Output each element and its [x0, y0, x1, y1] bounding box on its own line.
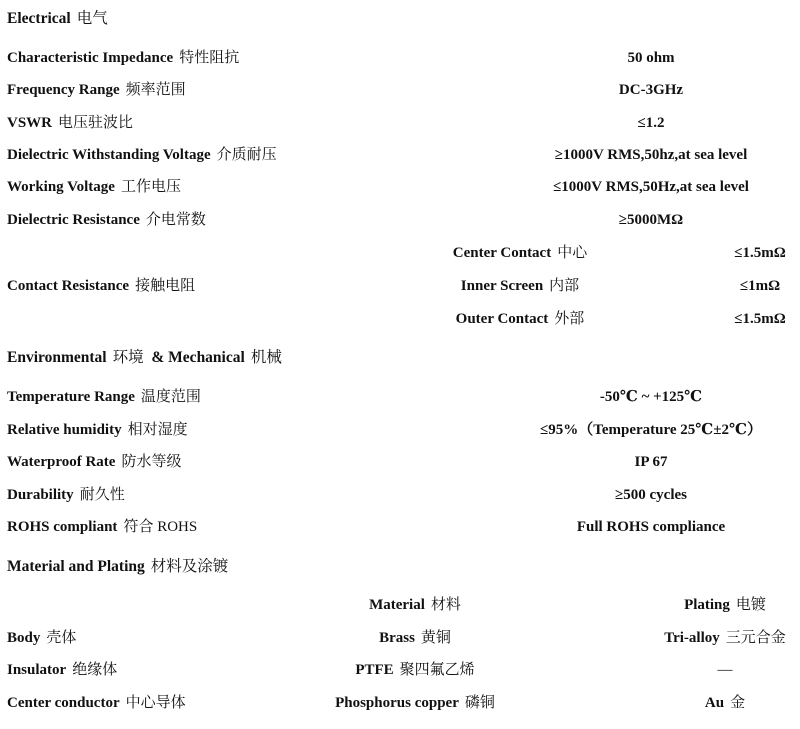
- contact-resistance-label-cn: 接触电阻: [135, 278, 196, 294]
- environmental-heading-cn: 环境: [112, 349, 144, 366]
- part-label-cn: 中心导体: [125, 695, 186, 711]
- contact-sub-label: Inner Screen: [460, 278, 544, 294]
- spec-value: ≤1000V RMS,50Hz,at sea level: [553, 179, 749, 195]
- material-value-cn: 磷铜: [464, 695, 495, 711]
- spec-label: VSWR: [7, 115, 53, 131]
- spec-label: Frequency Range: [7, 82, 120, 98]
- material-row-center-conductor: [0, 692, 800, 714]
- material-value-cn: 聚四氟乙烯: [399, 662, 475, 678]
- environmental-heading: [0, 347, 800, 369]
- material-row-insulator: [0, 659, 800, 681]
- electrical-heading-cn: 电气: [76, 10, 108, 27]
- contact-sub-label-cn: 中心: [557, 245, 588, 261]
- spec-label-cn: 特性阻抗: [179, 50, 240, 66]
- spec-label-cn: 介电常数: [145, 212, 206, 228]
- plating-value: —: [717, 662, 733, 678]
- spec-row-working-voltage: [0, 176, 800, 198]
- spec-label: Waterproof Rate: [7, 454, 116, 470]
- material-heading-en: Material and Plating: [7, 558, 145, 575]
- spec-row-waterproof: [0, 451, 800, 473]
- spec-value: DC-3GHz: [618, 82, 684, 98]
- spec-label: Dielectric Resistance: [7, 212, 140, 228]
- material-heading: [0, 556, 800, 578]
- spec-row-rohs: [0, 516, 800, 538]
- spec-value: ≤95%（Temperature 25℃±2℃）: [540, 422, 762, 438]
- contact-sub-value: ≤1.5mΩ: [734, 245, 786, 261]
- contact-row-center: [0, 242, 800, 264]
- spec-value: ≥500 cycles: [615, 487, 687, 503]
- material-value: PTFE: [355, 662, 394, 678]
- material-value: Brass: [379, 630, 415, 646]
- part-label: Insulator: [7, 662, 67, 678]
- spec-row-frequency: [0, 79, 800, 101]
- material-heading-cn: 材料及涂镀: [150, 558, 229, 575]
- environmental-heading-en: Environmental: [7, 349, 107, 366]
- spec-row-durability: [0, 484, 800, 506]
- spec-label: Dielectric Withstanding Voltage: [7, 147, 211, 163]
- contact-sub-label: Center Contact: [452, 245, 552, 261]
- spec-label-cn: 温度范围: [140, 389, 201, 405]
- spec-row-humidity: [0, 419, 800, 441]
- spec-label-cn: 工作电压: [120, 179, 181, 195]
- spec-label-cn: 耐久性: [79, 487, 125, 503]
- contact-sub-label-cn: 内部: [549, 278, 580, 294]
- spec-label-cn: 符合 ROHS: [123, 519, 198, 535]
- spec-label-cn: 相对湿度: [127, 422, 188, 438]
- spec-row-vswr: [0, 112, 800, 134]
- material-value: Phosphorus copper: [335, 695, 459, 711]
- material-column-header-cn: 材料: [430, 597, 461, 613]
- spec-label: ROHS compliant: [7, 519, 118, 535]
- contact-row-inner: [0, 275, 800, 297]
- part-label-cn: 绝缘体: [72, 662, 118, 678]
- spec-label: Relative humidity: [7, 422, 122, 438]
- plating-value: Tri-alloy: [664, 630, 720, 646]
- spec-value: IP 67: [634, 454, 668, 470]
- spec-row-withstanding-voltage: [0, 144, 800, 166]
- spec-value: -50℃ ~ +125℃: [599, 389, 703, 405]
- spec-label: Characteristic Impedance: [7, 50, 174, 66]
- part-label-cn: 壳体: [46, 630, 77, 646]
- plating-value: Au: [704, 695, 725, 711]
- spec-label-cn: 防水等级: [121, 454, 182, 470]
- spec-value: ≤1.2: [637, 115, 665, 131]
- electrical-heading: [0, 8, 800, 30]
- spec-row-impedance: [0, 47, 800, 69]
- contact-sub-label: Outer Contact: [455, 311, 549, 327]
- spec-value: 50 ohm: [627, 50, 675, 66]
- electrical-heading-en: Electrical: [7, 10, 71, 27]
- spec-label-cn: 频率范围: [125, 82, 186, 98]
- spec-value: Full ROHS compliance: [576, 519, 726, 535]
- spec-label: Temperature Range: [7, 389, 135, 405]
- spec-value: ≥5000MΩ: [618, 212, 684, 228]
- spec-label-cn: 电压驻波比: [58, 115, 134, 131]
- spec-value: ≥1000V RMS,50hz,at sea level: [554, 147, 748, 163]
- material-column-headers: [0, 594, 800, 616]
- material-row-body: [0, 627, 800, 649]
- mechanical-heading-en: & Mechanical: [151, 349, 245, 366]
- contact-sub-value: ≤1.5mΩ: [734, 311, 786, 327]
- contact-resistance-label: Contact Resistance: [7, 278, 130, 294]
- spec-label: Working Voltage: [7, 179, 115, 195]
- spec-row-dielectric-resistance: [0, 209, 800, 231]
- contact-row-outer: [0, 308, 800, 330]
- material-column-header: Material: [369, 597, 425, 613]
- part-label: Center conductor: [7, 695, 120, 711]
- spec-row-temperature: [0, 386, 800, 408]
- part-label: Body: [7, 630, 41, 646]
- plating-column-header-cn: 电镀: [735, 597, 766, 613]
- plating-column-header: Plating: [684, 597, 730, 613]
- spec-label-cn: 介质耐压: [216, 147, 277, 163]
- spec-label: Durability: [7, 487, 74, 503]
- contact-sub-label-cn: 外部: [554, 311, 585, 327]
- contact-sub-value: ≤1mΩ: [739, 278, 781, 294]
- plating-value-cn: 三元合金: [725, 630, 786, 646]
- plating-value-cn: 金: [730, 695, 746, 711]
- mechanical-heading-cn: 机械: [250, 349, 282, 366]
- material-value-cn: 黄铜: [420, 630, 451, 646]
